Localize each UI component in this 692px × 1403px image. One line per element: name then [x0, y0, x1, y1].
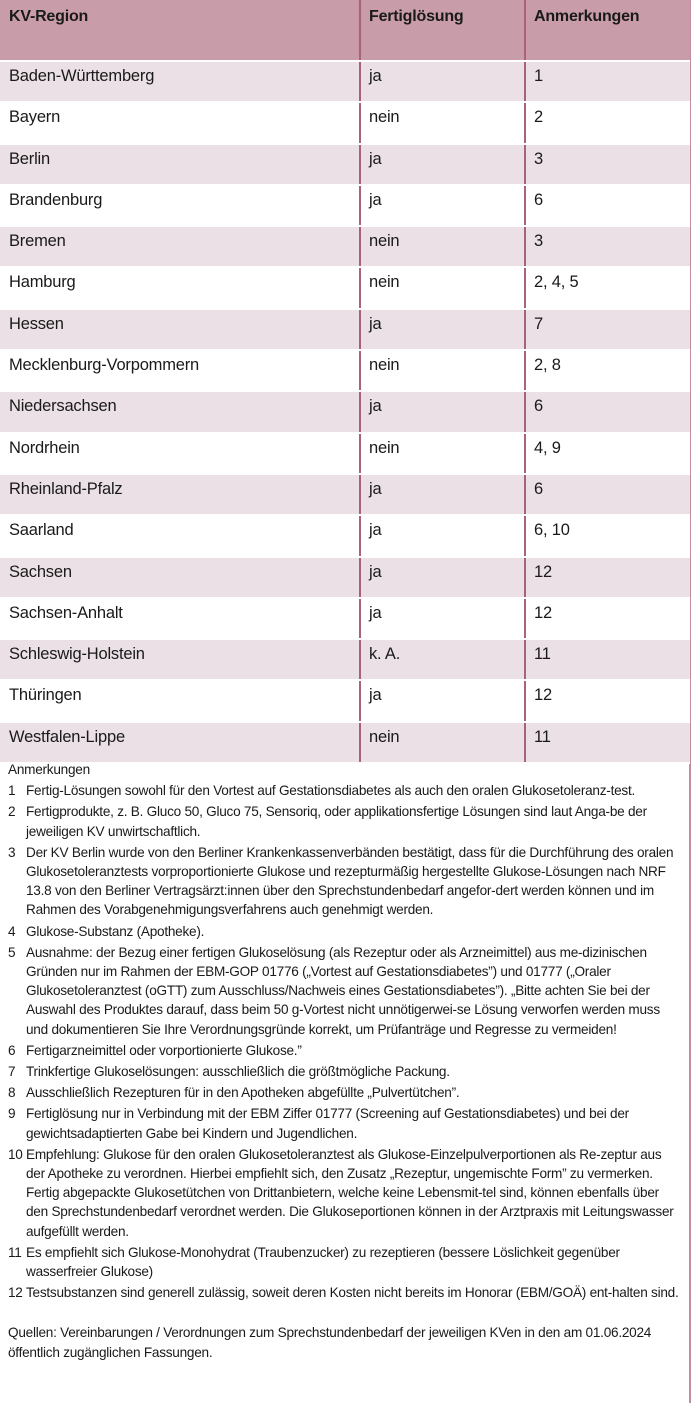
cell-region: Hessen — [0, 309, 360, 350]
table-row — [0, 515, 690, 556]
cell-region: Bremen — [0, 226, 360, 267]
cell-anmerkungen: 6 — [525, 185, 690, 226]
cell-anmerkungen: 7 — [525, 309, 690, 350]
note-number: 6 — [8, 1042, 16, 1058]
cell-fertigloesung: nein — [360, 267, 525, 308]
cell-anmerkungen: 3 — [525, 226, 690, 267]
cell-region: Niedersachsen — [0, 391, 360, 432]
cell-fertigloesung: ja — [360, 557, 525, 598]
cell-fertigloesung: nein — [360, 102, 525, 143]
cell-anmerkungen: 11 — [525, 639, 690, 680]
cell-anmerkungen: 11 — [525, 722, 690, 763]
cell-fertigloesung: ja — [360, 144, 525, 185]
note-item — [8, 1243, 680, 1281]
cell-region: Mecklenburg-Vorpommern — [0, 350, 360, 391]
cell-region: Schleswig-Holstein — [0, 639, 360, 680]
header-anmerkungen: Anmerkungen — [525, 0, 690, 61]
note-item — [8, 943, 680, 1039]
cell-region: Hamburg — [0, 267, 360, 308]
cell-anmerkungen: 12 — [525, 680, 690, 721]
cell-region: Westfalen-Lippe — [0, 722, 360, 763]
table-row — [0, 350, 690, 391]
note-item — [8, 781, 680, 800]
table-row — [0, 144, 690, 185]
cell-anmerkungen: 6 — [525, 391, 690, 432]
note-item — [8, 1104, 680, 1142]
table-row — [0, 680, 690, 721]
header-kv-region: KV-Region — [0, 0, 360, 61]
cell-anmerkungen: 1 — [525, 61, 690, 102]
cell-region: Thüringen — [0, 680, 360, 721]
table-row — [0, 267, 690, 308]
cell-fertigloesung: ja — [360, 185, 525, 226]
cell-anmerkungen: 2, 8 — [525, 350, 690, 391]
note-text: Fertiglösung nur in Verbindung mit der EBM Ziffer 01777 (Screening auf Gestationsdiabetes) und bei der gewichtsadaptierten Gabe bei Kindern und Jugendlichen. — [26, 1106, 629, 1141]
table-row — [0, 226, 690, 267]
cell-anmerkungen: 12 — [525, 598, 690, 639]
cell-fertigloesung: nein — [360, 722, 525, 763]
cell-anmerkungen: 2 — [525, 102, 690, 143]
note-item — [8, 802, 680, 840]
sources-text: Quellen: Vereinbarungen / Verordnungen zum Sprechstundenbedarf der jeweiligen KVen in den am 01.06.2024 öffentlich zugänglichen Fassungen. — [8, 1325, 652, 1360]
note-number: 3 — [8, 844, 16, 860]
note-text: Fertigprodukte, z. B. Gluco 50, Gluco 75, Sensoriq, oder applikationsfertige Lösungen sind laut Anga-be der jeweiligen KV unwirtschaftlich. — [26, 804, 647, 839]
cell-region: Baden-Württemberg — [0, 61, 360, 102]
note-number: 12 — [8, 1285, 23, 1301]
note-item — [8, 1041, 680, 1060]
cell-fertigloesung: ja — [360, 309, 525, 350]
note-number: 1 — [8, 783, 16, 799]
cell-fertigloesung: ja — [360, 515, 525, 556]
cell-region: Saarland — [0, 515, 360, 556]
cell-anmerkungen: 6, 10 — [525, 515, 690, 556]
cell-anmerkungen: 6 — [525, 474, 690, 515]
cell-fertigloesung: k. A. — [360, 639, 525, 680]
cell-fertigloesung: nein — [360, 350, 525, 391]
cell-fertigloesung: nein — [360, 226, 525, 267]
header-fertigloesung: Fertiglösung — [360, 0, 525, 61]
note-text: Glukose-Substanz (Apotheke). — [26, 923, 205, 939]
cell-region: Nordrhein — [0, 433, 360, 474]
cell-anmerkungen: 4, 9 — [525, 433, 690, 474]
cell-fertigloesung: ja — [360, 598, 525, 639]
table-row — [0, 185, 690, 226]
cell-region: Sachsen — [0, 557, 360, 598]
note-text: Fertig-Lösungen sowohl für den Vortest auf Gestationsdiabetes als auch den oralen Glukosetoleranz-test. — [26, 783, 636, 799]
note-text: Ausschließlich Rezepturen für in den Apotheken abgefüllte „Pulvertütchen”. — [26, 1085, 460, 1101]
note-item — [8, 1062, 680, 1081]
note-item — [8, 922, 680, 941]
note-text: Ausnahme: der Bezug einer fertigen Glukoselösung (als Rezeptur oder als Arzneimittel) aus me-dizinischen Gründen nur im Rahmen der EBM-GOP 01776 („Vortest auf Gestationsdiabetes”) und 01777 („Oraler Glukosetoleranztest (oGTT) zum Ausschluss/Nachweis eines Gestationsdiabetes”). „Bitte achten Sie bei der Auswahl des Produktes darauf, dass beim 50 g-Vortest nicht unnötigerwei-se Lösung verworfen werden muss und dokumentieren Sie Ihre Verordnungsgründe korrekt, um Prüfanträge und Regresse zu vermeiden! — [26, 944, 660, 1037]
table-row — [0, 102, 690, 143]
table-row — [0, 722, 690, 763]
table-row — [0, 433, 690, 474]
notes-section — [8, 760, 680, 1362]
note-number: 5 — [8, 944, 16, 960]
note-number: 9 — [8, 1106, 16, 1122]
table-row — [0, 557, 690, 598]
cell-region: Rheinland-Pfalz — [0, 474, 360, 515]
note-number: 11 — [8, 1244, 22, 1260]
cell-fertigloesung: ja — [360, 680, 525, 721]
cell-fertigloesung: ja — [360, 61, 525, 102]
note-number: 4 — [8, 923, 16, 939]
cell-region: Brandenburg — [0, 185, 360, 226]
table-body — [0, 61, 690, 763]
cell-anmerkungen: 12 — [525, 557, 690, 598]
notes-title: Anmerkungen — [8, 762, 90, 777]
note-item — [8, 1145, 680, 1241]
table-row — [0, 598, 690, 639]
table-row — [0, 309, 690, 350]
note-item — [8, 843, 680, 920]
table-header-row — [0, 0, 690, 61]
note-text: Testsubstanzen sind generell zulässig, soweit deren Kosten nicht bereits im Honorar (EBM/GOÄ) ent-halten sind. — [26, 1285, 679, 1301]
note-item — [8, 1083, 680, 1102]
cell-fertigloesung: ja — [360, 391, 525, 432]
table-row — [0, 391, 690, 432]
notes-list — [8, 781, 680, 1302]
note-item — [8, 1283, 680, 1302]
note-text: Es empfiehlt sich Glukose-Monohydrat (Traubenzucker) zu rezeptieren (bessere Löslichkeit gegenüber wasserfreier Glukose) — [26, 1244, 620, 1280]
cell-anmerkungen: 2, 4, 5 — [525, 267, 690, 308]
note-text: Empfehlung: Glukose für den oralen Glukosetoleranztest als Glukose-Einzelpulverportionen als Re-zeptur aus der Apotheke zu verordnen. Hierbei empfiehlt sich, den Zusatz „Rezeptur, ungemischte Form” zu vermerken. Fertig abgepackte Glukosetütchen von Drittanbietern, welche keine Lebensmit-tel sind, können ebenfalls über den Sprechstundenbedarf verordnet werden. Die Glukoseportionen können in der Arztpraxis mit Leitungswasser aufgefüllt werden. — [26, 1146, 674, 1239]
note-number: 10 — [8, 1146, 23, 1162]
cell-fertigloesung: nein — [360, 433, 525, 474]
table-row — [0, 474, 690, 515]
cell-region: Bayern — [0, 102, 360, 143]
note-number: 7 — [8, 1064, 16, 1080]
note-number: 2 — [8, 804, 16, 820]
cell-region: Sachsen-Anhalt — [0, 598, 360, 639]
note-text: Der KV Berlin wurde von den Berliner Krankenkassenverbänden bestätigt, dass für die Durchführung des oralen Glukosetoleranztests vorproportionierte Glukose und rezepturmäßig hergestellte Glukose-Lösungen nach NRF 13.8 von den Berliner Vertragsärzt:innen über den Sprechstundenbedarf angefor-dert werden können und im Rahmen des Vorabgenehmigungsverfahrens auch genehmigt werden. — [26, 844, 674, 918]
table-row — [0, 639, 690, 680]
table-row — [0, 61, 690, 102]
cell-anmerkungen: 3 — [525, 144, 690, 185]
note-number: 8 — [8, 1085, 16, 1101]
note-text: Fertigarzneimittel oder vorportionierte Glukose.” — [26, 1042, 302, 1058]
cell-region: Berlin — [0, 144, 360, 185]
note-text: Trinkfertige Glukoselösungen: ausschließlich die größtmögliche Packung. — [26, 1064, 450, 1080]
cell-fertigloesung: ja — [360, 474, 525, 515]
